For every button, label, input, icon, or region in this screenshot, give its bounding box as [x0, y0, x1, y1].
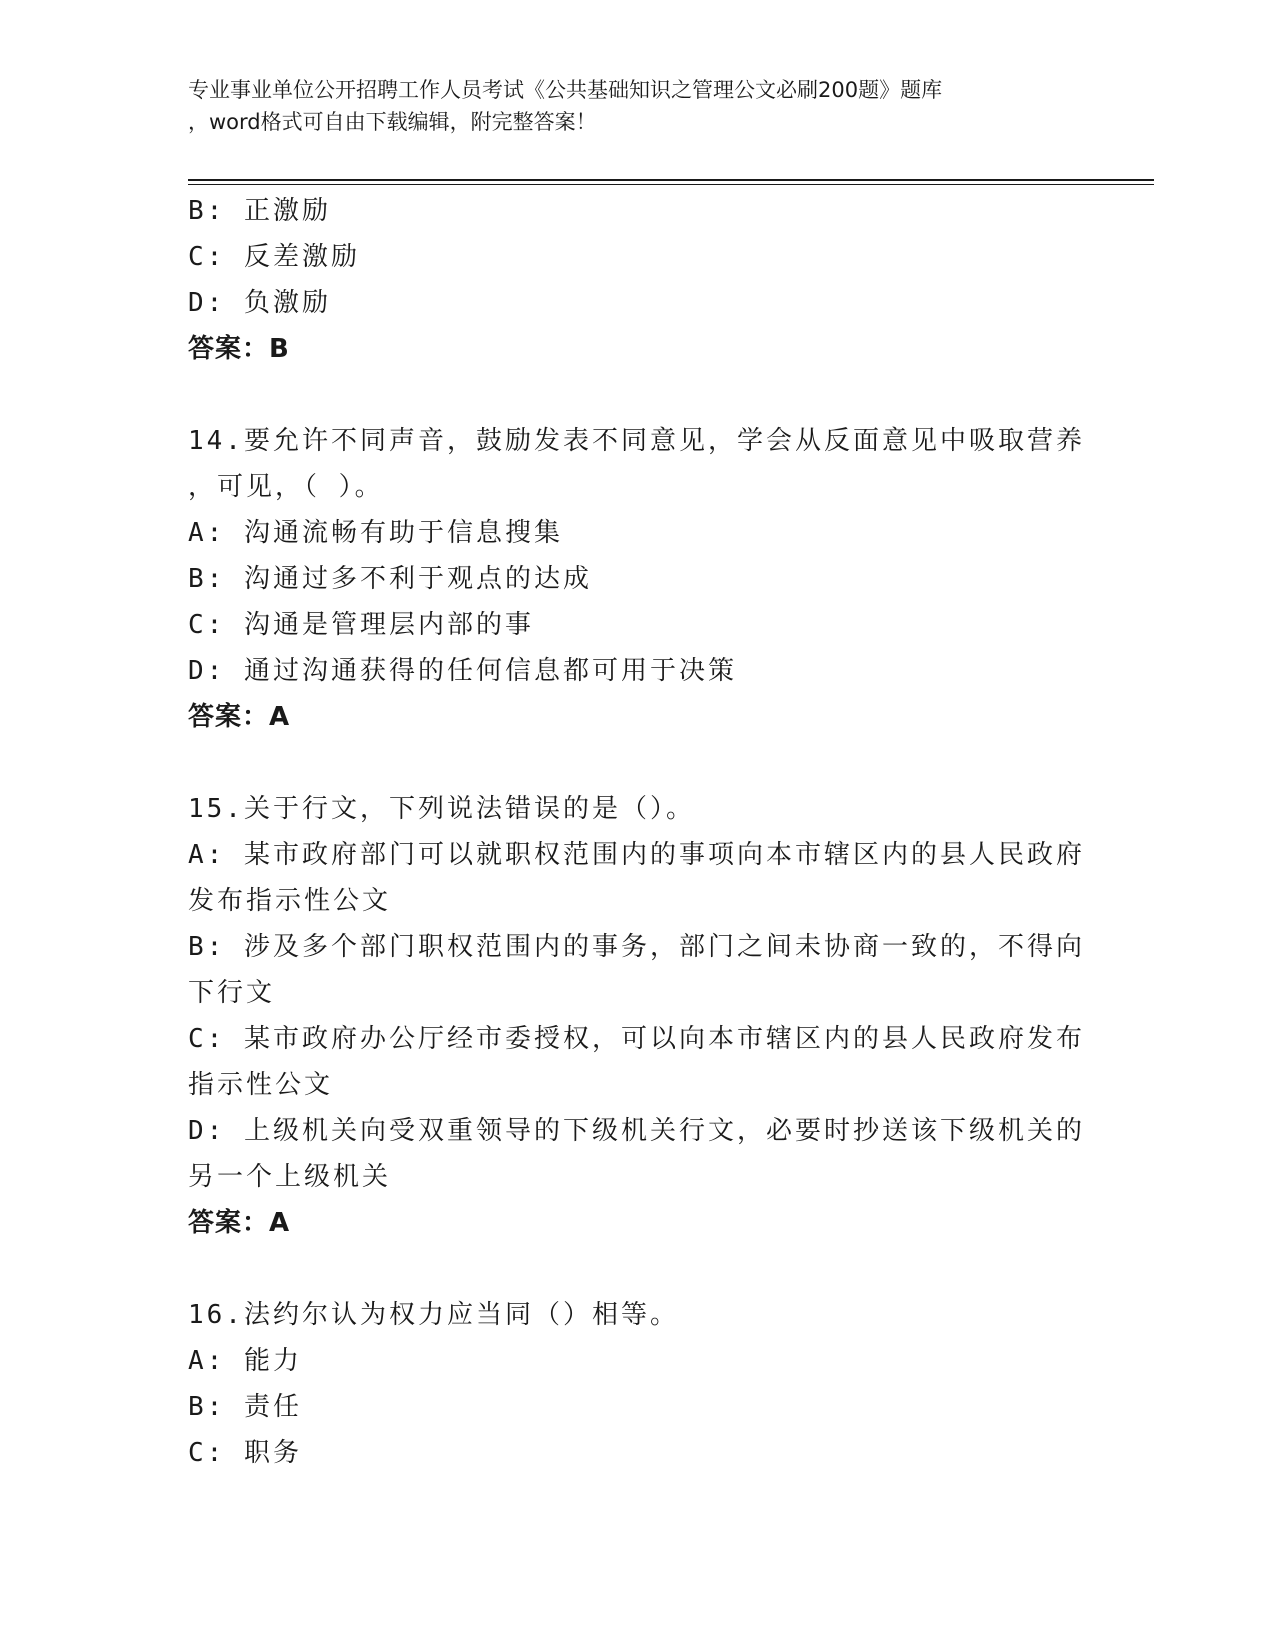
header-title-line-1: 专业事业单位公开招聘工作人员考试《公共基础知识之管理公文必刷200题》题库 — [188, 78, 943, 102]
question-16-option-a: A: 能力 — [188, 1346, 302, 1376]
header-divider-thin — [188, 184, 1154, 185]
question-15-stem: 15.关于行文，下列说法错误的是（）。 — [188, 794, 695, 824]
question-15-option-a-line-1: A: 某市政府部门可以就职权范围内的事项向本市辖区内的县人民政府 — [188, 840, 1085, 870]
question-14-option-a: A: 沟通流畅有助于信息搜集 — [188, 518, 563, 548]
spacer — [188, 1246, 1088, 1292]
question-15-option-a-line-2: 发布指示性公文 — [188, 886, 392, 916]
question-14 — [188, 418, 1088, 740]
question-15-option-d-line-2: 另一个上级机关 — [188, 1162, 392, 1192]
question-15-answer: 答案：A — [188, 1208, 291, 1238]
question-15-option-c-line-2: 指示性公文 — [188, 1070, 334, 1100]
question-15-option-c-line-1: C: 某市政府办公厅经市委授权，可以向本市辖区内的县人民政府发布 — [188, 1024, 1085, 1054]
header-divider-thick — [188, 179, 1154, 181]
question-15-option-d-line-1: D: 上级机关向受双重领导的下级机关行文，必要时抄送该下级机关的 — [188, 1116, 1085, 1146]
spacer — [188, 372, 1088, 418]
question-list — [188, 188, 1088, 1476]
question-15-option-b-line-2: 下行文 — [188, 978, 276, 1008]
question-13-option-c: C: 反差激励 — [188, 242, 360, 272]
page-header — [188, 74, 1088, 138]
question-13-remainder — [188, 188, 1088, 372]
question-13-answer: 答案：B — [188, 334, 290, 364]
question-15 — [188, 786, 1088, 1246]
question-13-option-d: D: 负激励 — [188, 288, 331, 318]
question-14-stem-line-1: 14.要允许不同声音，鼓励发表不同意见，学会从反面意见中吸取营养 — [188, 426, 1085, 456]
question-16 — [188, 1292, 1088, 1476]
question-16-option-b: B: 责任 — [188, 1392, 302, 1422]
question-13-option-b: B: 正激励 — [188, 196, 331, 226]
question-14-answer: 答案：A — [188, 702, 291, 732]
question-14-option-c: C: 沟通是管理层内部的事 — [188, 610, 534, 640]
header-title-line-2: ，word格式可自由下载编辑，附完整答案！ — [188, 110, 597, 134]
question-16-option-c: C: 职务 — [188, 1438, 302, 1468]
question-14-stem-line-2: ，可见，（ ）。 — [188, 472, 384, 502]
question-15-option-b-line-1: B: 涉及多个部门职权范围内的事务，部门之间未协商一致的，不得向 — [188, 932, 1085, 962]
question-16-stem: 16.法约尔认为权力应当同（）相等。 — [188, 1300, 679, 1330]
question-14-option-d: D: 通过沟通获得的任何信息都可用于决策 — [188, 656, 737, 686]
question-14-option-b: B: 沟通过多不利于观点的达成 — [188, 564, 592, 594]
spacer — [188, 740, 1088, 786]
